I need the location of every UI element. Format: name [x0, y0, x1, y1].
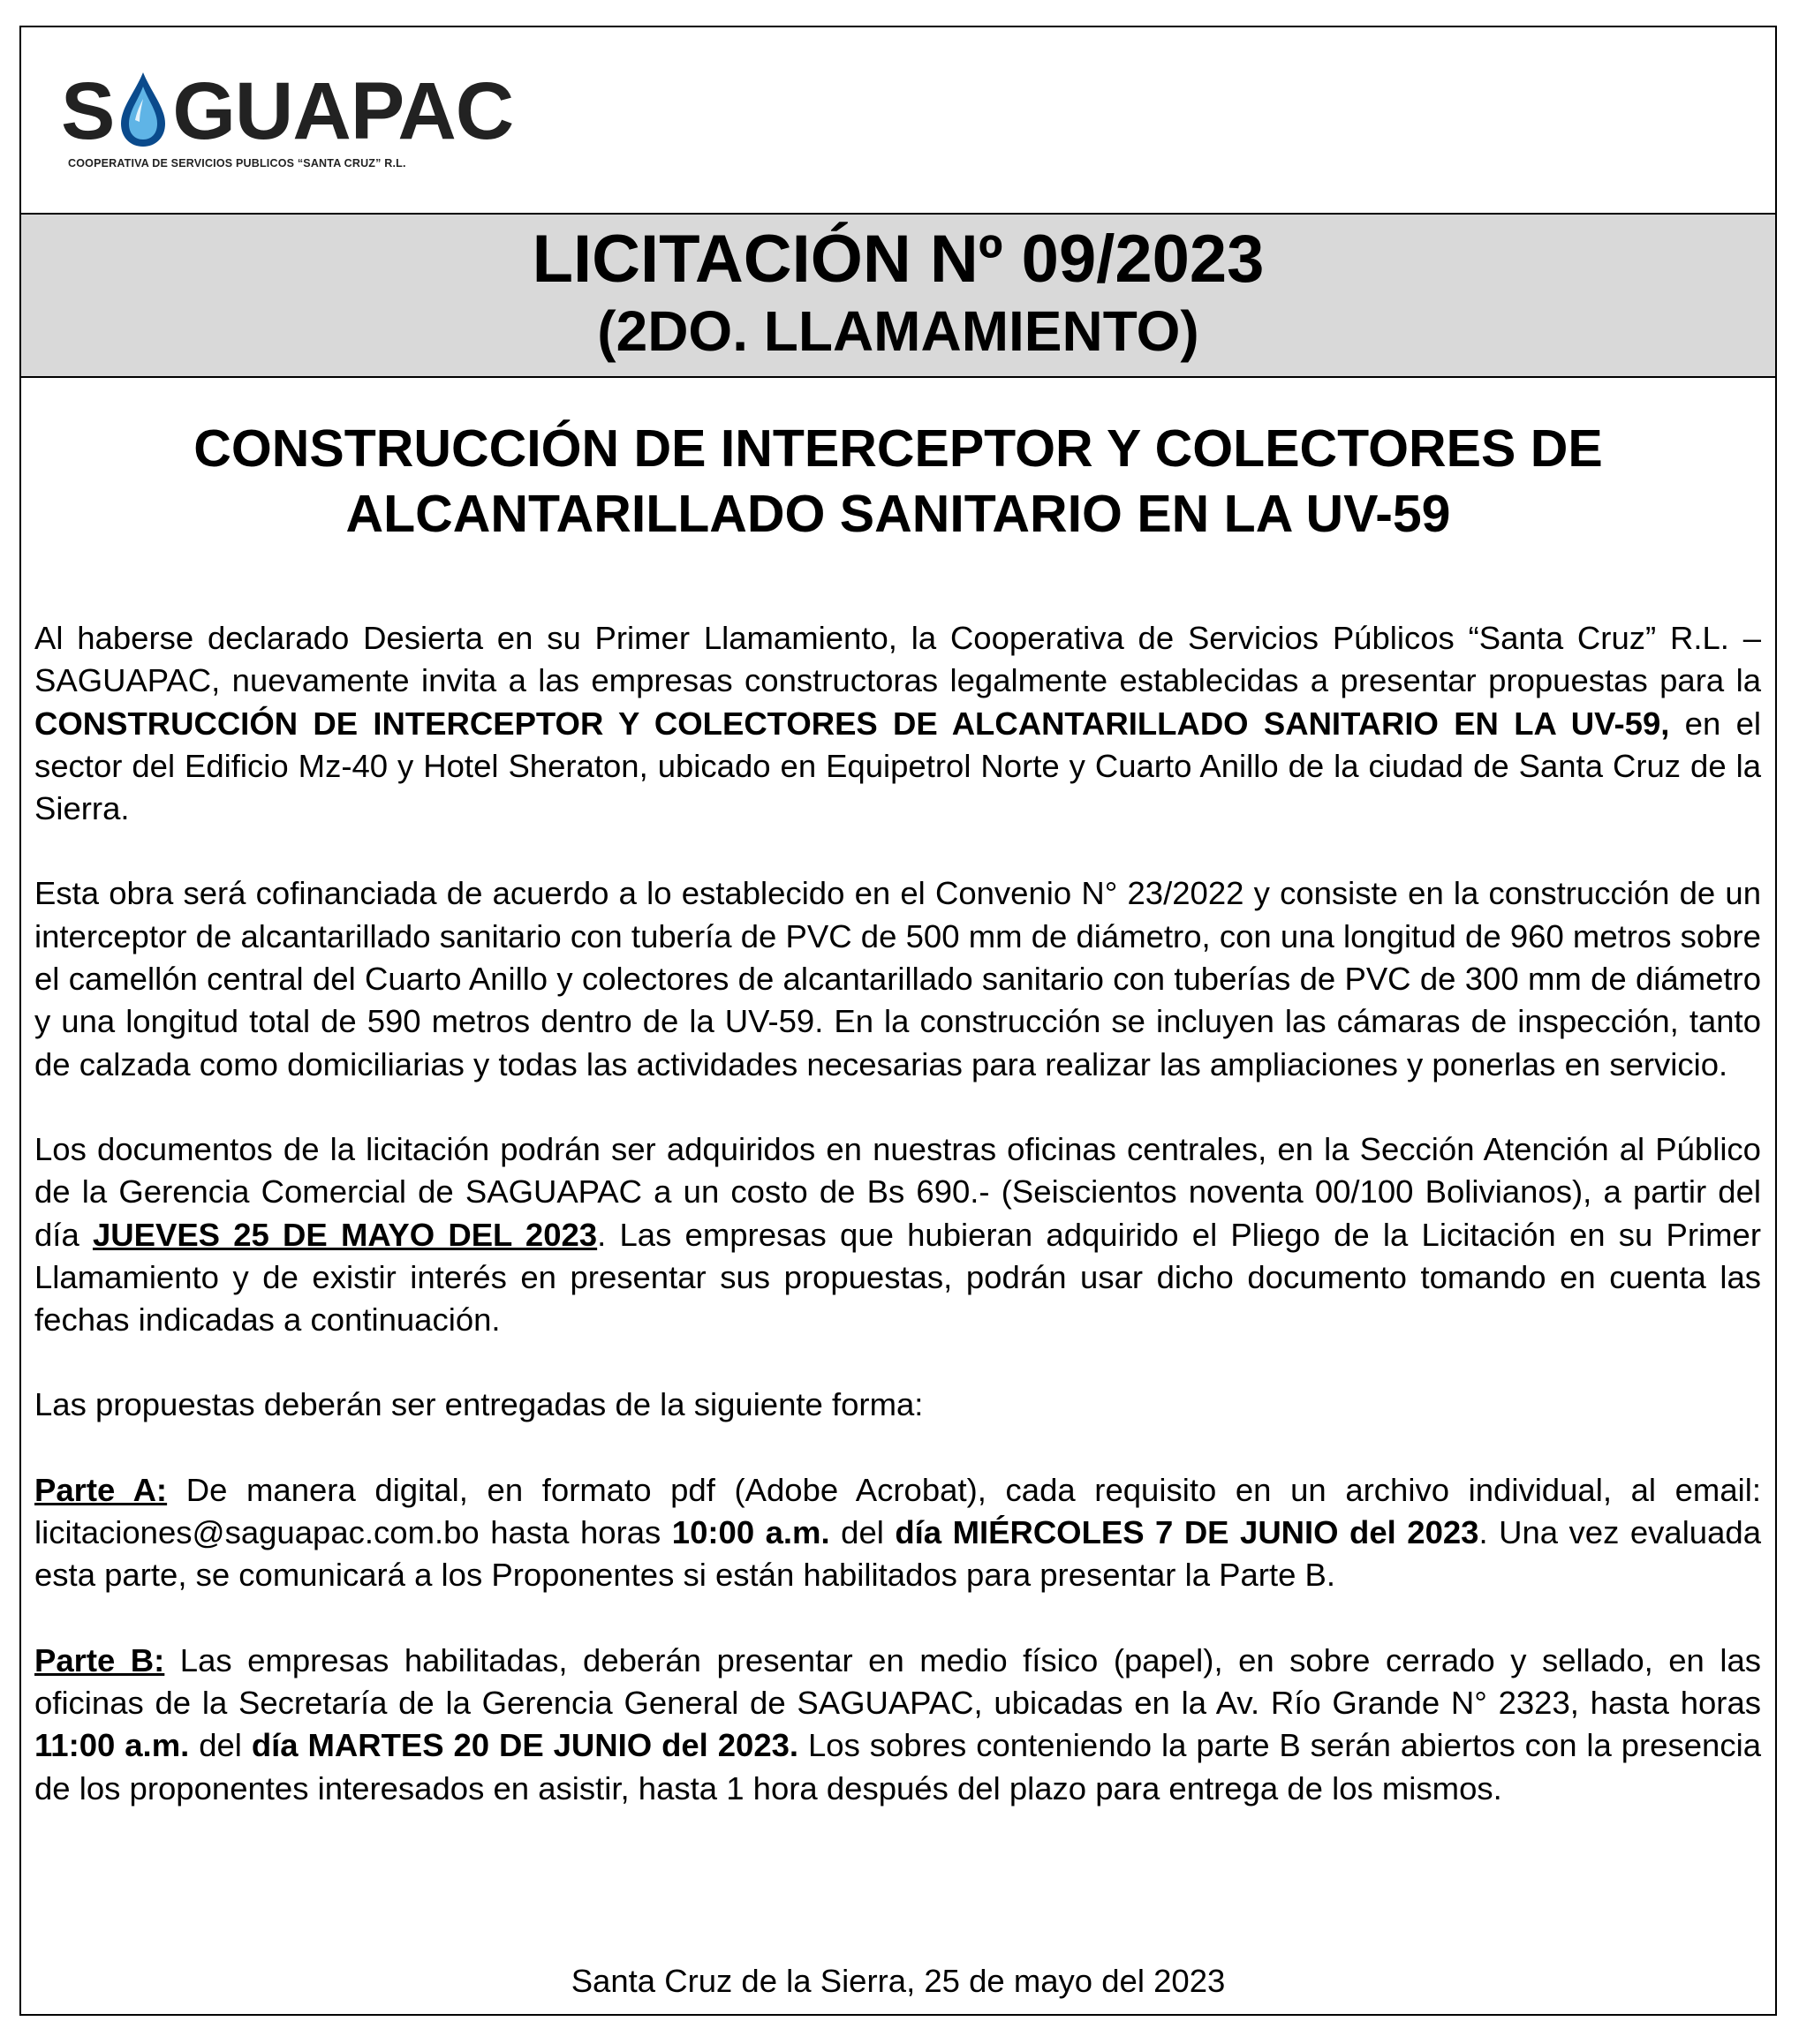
tender-call-subtitle: (2DO. LLAMAMIENTO) [597, 299, 1199, 363]
part-a-label: Parte A: [34, 1471, 168, 1508]
text-run: . Una vez evaluada esta parte, se comunicará a los Proponentes si están habilitados para presentar la Parte B. [34, 1514, 1761, 1594]
paragraph-delivery-intro [34, 1384, 1761, 1426]
bold-underlined-date: JUEVES 25 DE MAYO DEL 2023 [92, 1216, 598, 1253]
text-run: Al haberse declarado Desierta en su Primer Llamamiento, la Cooperativa de Servicios Públicos “Santa Cruz” R.L. – SAGUAPAC, nuevamente invita a las empresas constructoras legalmente establecidas a presentar propuestas para la [34, 620, 1761, 699]
text-run: . Las empresas que hubieran adquirido el Pliego de la Licitación en su Primer Llamamiento y de existir interés en presentar sus propuestas, podrán usar dicho documento tomando en cuenta las fechas indicadas a continuación. [34, 1216, 1761, 1339]
paragraph-part-b [34, 1640, 1761, 1810]
paragraph-invitation [34, 617, 1761, 830]
logo-area [21, 27, 1775, 215]
text-run: Las propuestas deberán ser entregadas de la siguiente forma: [34, 1386, 924, 1423]
bold-run: día MIÉRCOLES 7 DE JUNIO del 2023 [895, 1514, 1479, 1551]
place-date-footer: Santa Cruz de la Sierra, 25 de mayo del 2023 [571, 1963, 1226, 1999]
text-run: Los documentos de la licitación podrán ser adquiridos en nuestras oficinas centrales, en la Sección Atención al Público de la Gerencia Comercial de SAGUAPAC a un costo de Bs 690.- (Seiscientos noventa 00/100 Bolivianos), a partir del día [34, 1130, 1761, 1253]
water-drop-icon [116, 69, 170, 150]
bold-run: día MARTES 20 DE JUNIO del 2023. [251, 1727, 799, 1764]
project-subject-line-2: ALCANTARILLADO SANITARIO EN LA UV-59 [345, 485, 1451, 543]
part-b-label: Parte B: [34, 1641, 165, 1678]
paragraph-scope [34, 872, 1761, 1085]
logo-tagline: COOPERATIVA DE SERVICIOS PUBLICOS “SANTA CRUZ” R.L. [68, 157, 406, 170]
project-subject [21, 416, 1775, 547]
logo-letter-s: S [61, 66, 115, 156]
text-run: en el sector del Edificio Mz-40 y Hotel Sheraton, ubicado en Equipetrol Norte y Cuarto Anillo de la ciudad de Santa Cruz de la Sierra. [34, 705, 1761, 827]
bold-run: 11:00 a.m. [34, 1727, 190, 1764]
bold-run: CONSTRUCCIÓN DE INTERCEPTOR Y COLECTORES DE ALCANTARILLADO SANITARIO EN LA UV-59, [34, 705, 1670, 742]
text-run: del [189, 1727, 252, 1764]
project-subject-line-1: CONSTRUCCIÓN DE INTERCEPTOR Y COLECTORES DE [193, 419, 1603, 478]
tender-number-title: LICITACIÓN Nº 09/2023 [532, 222, 1265, 297]
text-run: De manera digital, en formato pdf (Adobe Acrobat), cada requisito en un archivo individual, al email: licitaciones@saguapac.com.bo hasta horas [34, 1471, 1761, 1551]
text-run: Los sobres conteniendo la parte B serán abiertos con la presencia de los proponentes interesados en asistir, hasta 1 hora después del plazo para entrega de los mismos. [34, 1727, 1761, 1806]
notice-frame [19, 26, 1777, 2016]
saguapac-logo [61, 67, 520, 182]
notice-body [34, 617, 1761, 1852]
title-band [21, 215, 1775, 378]
paragraph-part-a [34, 1469, 1761, 1597]
bold-run: 10:00 a.m. [671, 1514, 830, 1551]
logo-wordmark [61, 67, 513, 155]
text-run: Las empresas habilitadas, deberán presentar en medio físico (papel), en sobre cerrado y sellado, en las oficinas de la Secretaría de la Gerencia General de SAGUAPAC, ubicadas en la Av. Río Grande N° 2323, hasta horas [34, 1641, 1761, 1721]
paragraph-documents [34, 1128, 1761, 1341]
logo-letters-guapac: GUAPAC [172, 66, 514, 156]
text-run: del [829, 1514, 896, 1551]
text-run: Esta obra será cofinanciada de acuerdo a lo establecido en el Convenio N° 23/2022 y consiste en la construcción de un interceptor de alcantarillado sanitario con tubería de PVC de 500 mm de diámetro, con una longitud de 960 metros sobre el camellón central del Cuarto Anillo y colectores de alcantarillado sanitario con tuberías de PVC de 300 mm de diámetro y una longitud total de 590 metros dentro de la UV-59. En la construcción se incluyen las cámaras de inspección, tanto de calzada como domiciliarias y todas las actividades necesarias para realizar las ampliaciones y ponerlas en servicio. [34, 875, 1761, 1082]
